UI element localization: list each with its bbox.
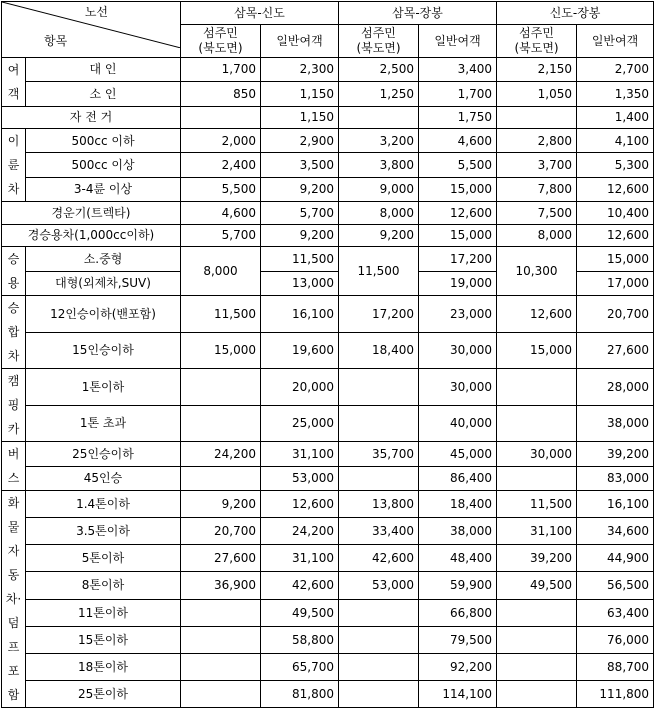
- general-fare-cell: 114,100: [419, 680, 497, 707]
- group-label: 여객: [2, 57, 26, 106]
- islander-fare-cell: 5,500: [181, 177, 261, 201]
- item-label: 3-4륜 이상: [26, 177, 181, 201]
- item-label: 1톤이하: [26, 369, 181, 406]
- general-fare-cell: 3,500: [261, 153, 339, 177]
- islander-fare-cell: 39,200: [497, 545, 577, 572]
- group-label: 이륜차: [2, 129, 26, 202]
- islander-fare-cell: 12,600: [497, 296, 577, 333]
- item-label: 경운기(트렉타): [2, 202, 181, 225]
- islander-fare-cell: [339, 466, 419, 491]
- general-fare-cell: 27,600: [577, 332, 654, 369]
- general-fare-cell: 76,000: [577, 626, 654, 653]
- general-fare-cell: 9,200: [261, 224, 339, 247]
- general-fare-cell: 20,700: [577, 296, 654, 333]
- islander-fare-cell: 27,600: [181, 545, 261, 572]
- general-fare-cell: 92,200: [419, 653, 497, 680]
- item-label: 대형(외제차,SUV): [26, 271, 181, 296]
- islander-fare-cell: 9,200: [339, 224, 419, 247]
- islander-fare-cell: 2,800: [497, 129, 577, 153]
- islander-fare-cell: 3,800: [339, 153, 419, 177]
- general-fare-cell: 1,400: [577, 106, 654, 129]
- islander-fare-cell: [497, 405, 577, 442]
- general-fare-cell: 2,300: [261, 57, 339, 82]
- islander-fare-cell: [181, 106, 261, 129]
- general-fare-cell: 31,100: [261, 545, 339, 572]
- general-fare-cell: 45,000: [419, 442, 497, 467]
- islander-fare-cell: 2,400: [181, 153, 261, 177]
- general-fare-cell: 25,000: [261, 405, 339, 442]
- islander-fare-cell: 2,000: [181, 129, 261, 153]
- islander-fare-cell: 8,000: [497, 224, 577, 247]
- islander-col-header: 섬주민 (북도면): [497, 24, 577, 57]
- islander-fare-cell: 1,250: [339, 82, 419, 107]
- islander-fare-cell: [497, 466, 577, 491]
- fare-row: [2, 442, 654, 467]
- islander-fare-cell: 3,200: [339, 129, 419, 153]
- general-fare-cell: 79,500: [419, 626, 497, 653]
- islander-fare-cell: 11,500: [497, 491, 577, 518]
- general-fare-cell: 12,600: [577, 224, 654, 247]
- islander-fare-cell: 2,150: [497, 57, 577, 82]
- group-label: 버스: [2, 442, 26, 491]
- general-fare-cell: 20,000: [261, 369, 339, 406]
- fare-row: [2, 332, 654, 369]
- fare-row: [2, 202, 654, 225]
- fare-row: [2, 106, 654, 129]
- islander-fare-cell: [339, 680, 419, 707]
- item-label: 25인승이하: [26, 442, 181, 467]
- general-fare-cell: 19,000: [419, 271, 497, 296]
- item-label: 25톤이하: [26, 680, 181, 707]
- islander-fare-cell: 11,500: [339, 247, 419, 296]
- islander-fare-cell: 17,200: [339, 296, 419, 333]
- general-fare-cell: 34,600: [577, 518, 654, 545]
- general-col-header: 일반여객: [577, 24, 654, 57]
- general-fare-cell: 30,000: [419, 369, 497, 406]
- general-fare-cell: 1,150: [261, 82, 339, 107]
- islander-fare-cell: 30,000: [497, 442, 577, 467]
- fare-row: [2, 680, 654, 707]
- item-label: 15인승이하: [26, 332, 181, 369]
- general-fare-cell: 44,900: [577, 545, 654, 572]
- group-label: 화물자동차·덤프포함: [2, 491, 26, 708]
- fare-row: [2, 224, 654, 247]
- general-fare-cell: 59,900: [419, 572, 497, 599]
- islander-fare-cell: 9,200: [181, 491, 261, 518]
- fare-table: [1, 1, 654, 708]
- general-fare-cell: 48,400: [419, 545, 497, 572]
- islander-fare-cell: [497, 626, 577, 653]
- general-fare-cell: 17,000: [577, 271, 654, 296]
- general-fare-cell: 10,400: [577, 202, 654, 225]
- islander-fare-cell: 10,300: [497, 247, 577, 296]
- islander-fare-cell: 9,000: [339, 177, 419, 201]
- general-fare-cell: 16,100: [577, 491, 654, 518]
- fare-row: [2, 57, 654, 82]
- fare-row: [2, 518, 654, 545]
- general-fare-cell: 63,400: [577, 599, 654, 626]
- islander-fare-cell: 20,700: [181, 518, 261, 545]
- islander-fare-cell: 7,800: [497, 177, 577, 201]
- general-fare-cell: 3,400: [419, 57, 497, 82]
- general-fare-cell: 4,100: [577, 129, 654, 153]
- islander-col-header: 섬주민 (북도면): [339, 24, 419, 57]
- general-fare-cell: 111,800: [577, 680, 654, 707]
- fare-row: [2, 405, 654, 442]
- fare-row: [2, 545, 654, 572]
- islander-fare-cell: [339, 369, 419, 406]
- item-label: 15톤이하: [26, 626, 181, 653]
- islander-fare-cell: 18,400: [339, 332, 419, 369]
- general-fare-cell: 13,000: [261, 271, 339, 296]
- general-fare-cell: 17,200: [419, 247, 497, 272]
- item-label: 소.중형: [26, 247, 181, 272]
- general-fare-cell: 38,000: [577, 405, 654, 442]
- general-fare-cell: 42,600: [261, 572, 339, 599]
- islander-fare-cell: 15,000: [181, 332, 261, 369]
- general-fare-cell: 65,700: [261, 653, 339, 680]
- islander-fare-cell: [181, 405, 261, 442]
- general-col-header: 일반여객: [261, 24, 339, 57]
- item-label: 자 전 거: [2, 106, 181, 129]
- fare-row: [2, 82, 654, 107]
- group-label: 승용: [2, 247, 26, 296]
- general-fare-cell: 5,300: [577, 153, 654, 177]
- islander-fare-cell: [181, 599, 261, 626]
- general-fare-cell: 1,750: [419, 106, 497, 129]
- general-fare-cell: 5,500: [419, 153, 497, 177]
- islander-fare-cell: 7,500: [497, 202, 577, 225]
- islander-fare-cell: [181, 653, 261, 680]
- fare-row: [2, 572, 654, 599]
- fare-row: [2, 177, 654, 201]
- item-label: 경승용차(1,000cc이하): [2, 224, 181, 247]
- item-label: 대 인: [26, 57, 181, 82]
- general-col-header: 일반여객: [419, 24, 497, 57]
- item-header-label: 항목: [44, 34, 68, 48]
- general-fare-cell: 11,500: [261, 247, 339, 272]
- islander-fare-cell: 850: [181, 82, 261, 107]
- item-label: 45인승: [26, 466, 181, 491]
- general-fare-cell: 56,500: [577, 572, 654, 599]
- islander-fare-cell: 1,050: [497, 82, 577, 107]
- general-fare-cell: 5,700: [261, 202, 339, 225]
- fare-row: [2, 129, 654, 153]
- header-corner-cell: [2, 2, 181, 58]
- item-label: 3.5톤이하: [26, 518, 181, 545]
- islander-fare-cell: [339, 106, 419, 129]
- fare-row: [2, 653, 654, 680]
- fare-row: [2, 599, 654, 626]
- general-fare-cell: 1,350: [577, 82, 654, 107]
- fare-table-body: [2, 2, 654, 708]
- general-fare-cell: 18,400: [419, 491, 497, 518]
- item-label: 소 인: [26, 82, 181, 107]
- fare-row: [2, 491, 654, 518]
- islander-fare-cell: 33,400: [339, 518, 419, 545]
- islander-fare-cell: [181, 626, 261, 653]
- islander-fare-cell: [339, 653, 419, 680]
- fare-row: [2, 369, 654, 406]
- islander-fare-cell: 1,700: [181, 57, 261, 82]
- general-fare-cell: 83,000: [577, 466, 654, 491]
- islander-fare-cell: [497, 653, 577, 680]
- item-label: 500cc 이하: [26, 129, 181, 153]
- islander-fare-cell: 3,700: [497, 153, 577, 177]
- islander-fare-cell: 5,700: [181, 224, 261, 247]
- islander-fare-cell: [497, 680, 577, 707]
- fare-row: [2, 296, 654, 333]
- item-label: 1톤 초과: [26, 405, 181, 442]
- general-fare-cell: 30,000: [419, 332, 497, 369]
- islander-fare-cell: [181, 680, 261, 707]
- group-label: 승합차: [2, 296, 26, 369]
- general-fare-cell: 88,700: [577, 653, 654, 680]
- islander-fare-cell: 35,700: [339, 442, 419, 467]
- general-fare-cell: 2,700: [577, 57, 654, 82]
- general-fare-cell: 12,600: [577, 177, 654, 201]
- general-fare-cell: 66,800: [419, 599, 497, 626]
- general-fare-cell: 9,200: [261, 177, 339, 201]
- item-label: 500cc 이상: [26, 153, 181, 177]
- item-label: 1.4톤이하: [26, 491, 181, 518]
- islander-fare-cell: 31,100: [497, 518, 577, 545]
- group-label: 캠핑카: [2, 369, 26, 442]
- islander-fare-cell: 36,900: [181, 572, 261, 599]
- general-fare-cell: 28,000: [577, 369, 654, 406]
- general-fare-cell: 1,150: [261, 106, 339, 129]
- general-fare-cell: 49,500: [261, 599, 339, 626]
- islander-fare-cell: 4,600: [181, 202, 261, 225]
- fare-row: [2, 466, 654, 491]
- general-fare-cell: 19,600: [261, 332, 339, 369]
- general-fare-cell: 16,100: [261, 296, 339, 333]
- islander-fare-cell: [497, 599, 577, 626]
- islander-fare-cell: [339, 626, 419, 653]
- item-label: 11톤이하: [26, 599, 181, 626]
- route-header-2: 신도-장봉: [497, 2, 654, 25]
- item-label: 18톤이하: [26, 653, 181, 680]
- general-fare-cell: 58,800: [261, 626, 339, 653]
- islander-fare-cell: 15,000: [497, 332, 577, 369]
- general-fare-cell: 15,000: [419, 177, 497, 201]
- islander-fare-cell: [181, 466, 261, 491]
- islander-fare-cell: 42,600: [339, 545, 419, 572]
- header-row-routes: [2, 2, 654, 25]
- fare-row: [2, 153, 654, 177]
- islander-fare-cell: 13,800: [339, 491, 419, 518]
- item-label: 5톤이하: [26, 545, 181, 572]
- fare-row: [2, 247, 654, 272]
- item-label: 12인승이하(밴포함): [26, 296, 181, 333]
- general-fare-cell: 86,400: [419, 466, 497, 491]
- islander-fare-cell: 49,500: [497, 572, 577, 599]
- general-fare-cell: 2,900: [261, 129, 339, 153]
- general-fare-cell: 40,000: [419, 405, 497, 442]
- general-fare-cell: 15,000: [577, 247, 654, 272]
- islander-fare-cell: [497, 106, 577, 129]
- general-fare-cell: 12,600: [419, 202, 497, 225]
- item-label: 8톤이하: [26, 572, 181, 599]
- islander-fare-cell: 11,500: [181, 296, 261, 333]
- islander-fare-cell: [339, 599, 419, 626]
- islander-col-header: 섬주민 (북도면): [181, 24, 261, 57]
- general-fare-cell: 53,000: [261, 466, 339, 491]
- general-fare-cell: 12,600: [261, 491, 339, 518]
- general-fare-cell: 24,200: [261, 518, 339, 545]
- route-header-1: 삼목-장봉: [339, 2, 497, 25]
- islander-fare-cell: [497, 369, 577, 406]
- route-header-0: 삼목-신도: [181, 2, 339, 25]
- islander-fare-cell: 53,000: [339, 572, 419, 599]
- fare-row: [2, 626, 654, 653]
- islander-fare-cell: 2,500: [339, 57, 419, 82]
- islander-fare-cell: 8,000: [339, 202, 419, 225]
- general-fare-cell: 23,000: [419, 296, 497, 333]
- general-fare-cell: 15,000: [419, 224, 497, 247]
- general-fare-cell: 4,600: [419, 129, 497, 153]
- islander-fare-cell: 24,200: [181, 442, 261, 467]
- general-fare-cell: 31,100: [261, 442, 339, 467]
- general-fare-cell: 38,000: [419, 518, 497, 545]
- general-fare-cell: 39,200: [577, 442, 654, 467]
- islander-fare-cell: [339, 405, 419, 442]
- general-fare-cell: 81,800: [261, 680, 339, 707]
- islander-fare-cell: 8,000: [181, 247, 261, 296]
- islander-fare-cell: [181, 369, 261, 406]
- route-header-label: 노선: [84, 5, 108, 19]
- general-fare-cell: 1,700: [419, 82, 497, 107]
